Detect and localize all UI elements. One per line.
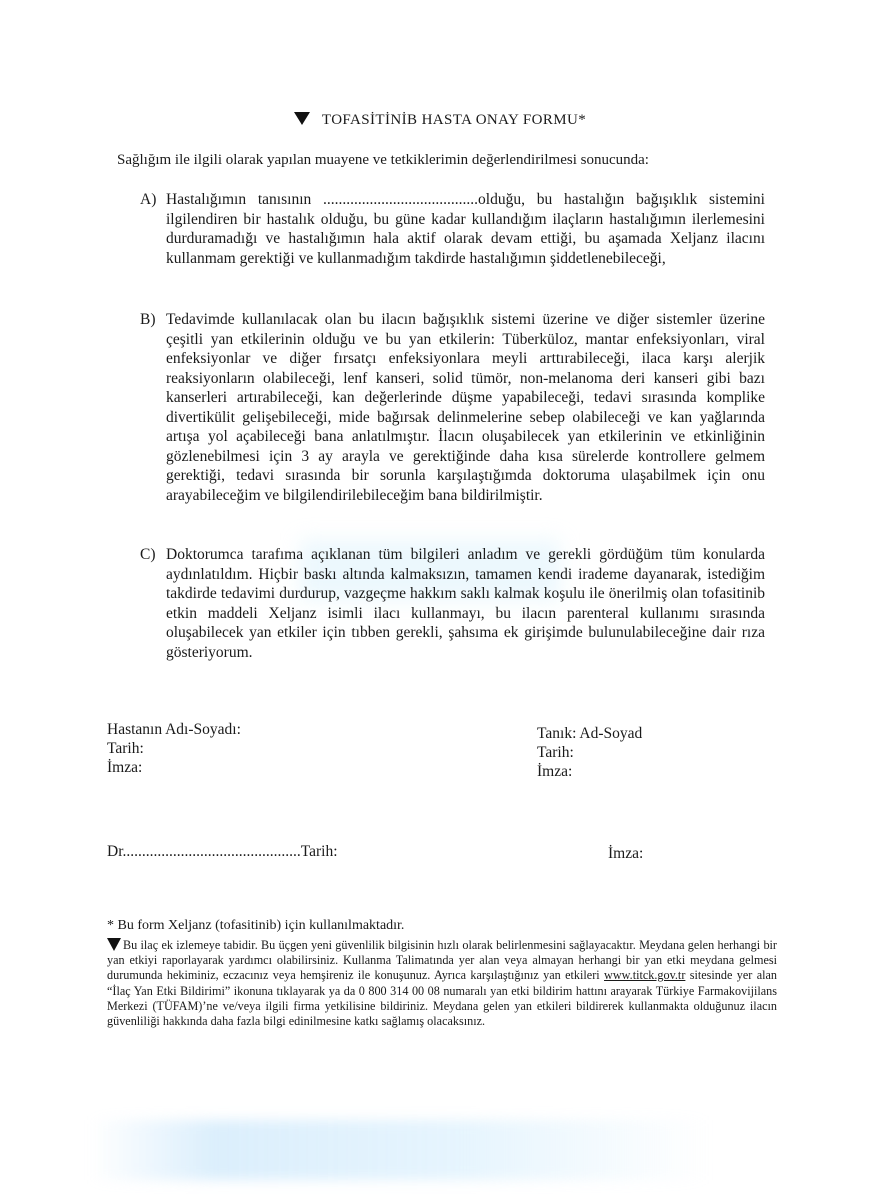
section-c <box>140 545 765 662</box>
section-b <box>140 310 765 505</box>
form-title <box>0 112 880 129</box>
witness-signature-block <box>537 724 642 781</box>
scan-artifact <box>90 1120 710 1180</box>
section-text: Tedavimde kullanılacak olan bu ilacın bağışıklık sistemi üzerine ve diğer sistemler üzerine çeşitli yan etkilerinin olduğu ve bu yan etkilerin: Tüberküloz, mantar enfeksiyonları, viral enfeksiyonlar ve diğer fırsatçı enfeksiyonlara meyli arttırabileceği, ilaca karşı alerjik reaksiyonların olabileceği, lenf kanseri, solid tümör, non-melanoma deri kanseri gibi bazı kanserleri artırabileceği, kan değerlerinde düşme yapabileceği, tedavi sırasında komplike divertikülit gelişebileceği, mide bağırsak delinmelerine sebep olabileceği ve kan yağlarında artışa yol açabileceği bana anlatılmıştır. İlacın oluşabilecek yan etkilerinin ve etkinliğinin gözlenebilmesi için 3 ay arayla ve gerektiğinde daha kısa sürelerde kontrollere gelmem gerektiği, tedavi sırasında bir sorunla karşılaştığımda doktoruma ulaşabilmek için onu arayabileceğim ve bilgilendirilebileceğim bana bildirilmiştir. <box>166 311 765 504</box>
titck-website-link[interactable]: www.titck.gov.tr <box>604 968 686 983</box>
footnote: * Bu form Xeljanz (tofasitinib) için kullanılmaktadır. <box>107 918 405 933</box>
patient-signature-block <box>107 720 241 777</box>
additional-monitoring-notice <box>107 938 777 1029</box>
witness-signature-label: İmza: <box>537 763 573 780</box>
section-text: Hastalığımın tanısının ........................................olduğu, bu hastalığın bağışıklık sistemini ilgilendiren bir hastalık olduğu, bu güne kadar kullandığım ilaçların hastalığımın ilerlemesini durduramadığı ve hastalığımın hala aktif olarak devam ettiği, bu aşamada Xeljanz ilacını kullanmam gerektiği ve kullanmadığım takdirde hastalığımın şiddetlenebileceği, <box>166 191 765 267</box>
intro-text: Sağlığım ile ilgili olarak yapılan muayene ve tetkiklerimin değerlendirilmesi sonucunda: <box>117 152 649 168</box>
section-letter: A) <box>140 191 157 208</box>
doctor-line: Dr..............................................Tarih: <box>107 843 338 860</box>
witness-date-label: Tarih: <box>537 744 574 761</box>
section-text: Doktorumca tarafıma açıklanan tüm bilgileri anladım ve gerekli gördüğüm tüm konularda aydınlatıldım. Hiçbir baskı altında kalmaksızın, tamamen kendi irademe dayanarak, istediğim takdirde tedavimi durdurup, vazgeçme hakkım saklı kalmak koşulu ile önerilmiş olan tofasitinib etkin maddeli Xeljanz isimli ilacı kullanmayı, bu ilacın parenteral kullanımı sırasında oluşabilecek yan etkiler için tıbben gerekli, şahsıma ek girişimde bulunulabileceğine dair rıza gösteriyorum. <box>166 546 765 661</box>
notice-text-part1: Bu ilaç ek izlemeye tabidir. Bu üçgen yeni güvenlilik bilgisinin hızlı olarak belirlenmesini sağlayacaktır. Meydana gelen herhangi bir yan etkiyi raporlayarak yardımcı olabilirsiniz. Kullanma Talimatında yer alan veya almayan herhangi bir yan etki meydana gelmesi durumunda hekiminiz, eczacınız veya hemşireniz ile konuşunuz. Ayrıca karşılaştığınız yan etkileri <box>107 938 777 983</box>
black-triangle-icon <box>294 112 310 125</box>
notice-text-part2: sitesinde yer alan “İlaç Yan Etki Bildirimi” ikonuna tıklayarak ya da 0 800 314 00 08 numaralı yan etki bildirim hattını arayarak Türkiye Farmakovijilans Merkezi (TÜFAM)’ne ve/veya ilgili firma yetkilisine bildiriniz. Meydana gelen yan etkileri bildirerek kullanmakta olduğunuz ilacın güvenliliği hakkında daha fazla bilgi edinilmesine katkı sağlamış olacaksınız. <box>107 968 778 1029</box>
section-letter: B) <box>140 311 156 328</box>
form-title-text: TOFASİTİNİB HASTA ONAY FORMU* <box>321 112 587 128</box>
patient-date-label: Tarih: <box>107 740 144 757</box>
section-letter: C) <box>140 546 156 563</box>
black-triangle-icon <box>107 938 121 951</box>
section-a <box>140 190 765 268</box>
doctor-signature-label: İmza: <box>608 845 644 862</box>
witness-name-label: Tanık: Ad-Soyad <box>537 725 643 742</box>
patient-signature-label: İmza: <box>107 759 143 776</box>
patient-name-label: Hastanın Adı-Soyadı: <box>107 721 241 738</box>
